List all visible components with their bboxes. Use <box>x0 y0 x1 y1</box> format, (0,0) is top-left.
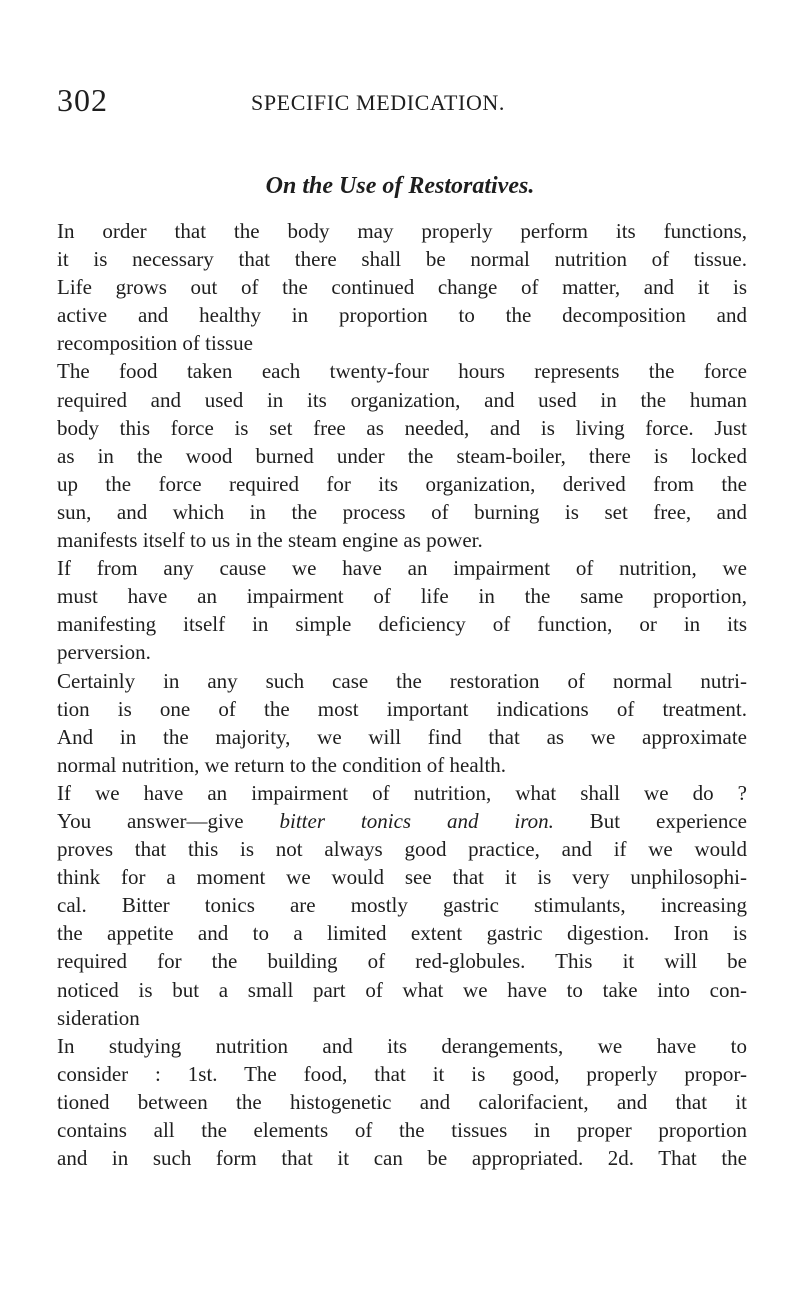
text-line: contains all the elements of the tissues in proper proportion <box>57 1118 747 1142</box>
text-line-with-italic <box>57 807 747 835</box>
text-line: body this force is set free as needed, and is living force. Just <box>57 415 747 440</box>
text-line: sideration <box>57 1005 140 1030</box>
running-head: SPECIFIC MEDICATION. <box>251 90 506 115</box>
text-line: as in the wood burned under the steam-boiler, there is locked <box>57 443 747 468</box>
text-line: must have an impairment of life in the same proportion, <box>57 584 747 609</box>
text-line: up the force required for its organization, derived from the <box>57 471 747 496</box>
paragraph-5 <box>57 779 747 1032</box>
text-fragment: But experience <box>553 808 747 833</box>
text-line: If we have an impairment of nutrition, what shall we do ? <box>57 780 747 805</box>
text-line: normal nutrition, we return to the condition of health. <box>57 752 507 777</box>
body-text <box>57 217 747 1172</box>
paragraph-4 <box>57 667 747 779</box>
text-line: noticed is but a small part of what we have to take into con- <box>57 977 747 1002</box>
text-line: tion is one of the most important indications of treatment. <box>57 696 747 721</box>
paragraph-2 <box>57 357 747 554</box>
text-line: the appetite and to a limited extent gastric digestion. Iron is <box>57 921 747 946</box>
text-line: In studying nutrition and its derangements, we have to <box>57 1033 747 1058</box>
text-line: Life grows out of the continued change of matter, and it is <box>57 275 747 300</box>
paragraph-6 <box>57 1032 747 1172</box>
text-line: recomposition of tissue <box>57 331 253 356</box>
text-line: perversion. <box>57 640 151 665</box>
text-line: proves that this is not always good practice, and if we would <box>57 837 747 862</box>
text-line: and in such form that it can be appropriated. 2d. That the <box>57 1146 747 1171</box>
text-line: sun, and which in the process of burning is set free, and <box>57 499 747 524</box>
text-fragment: You answer—give <box>57 808 280 833</box>
text-line: And in the majority, we will find that as we approximate <box>57 724 747 749</box>
text-line: tioned between the histogenetic and calorifacient, and that it <box>57 1089 747 1114</box>
text-line: active and healthy in proportion to the decomposition and <box>57 303 747 328</box>
text-line: it is necessary that there shall be normal nutrition of tissue. <box>57 247 747 272</box>
text-line: required and used in its organization, and used in the human <box>57 387 747 412</box>
text-line: Certainly in any such case the restoration of normal nutri- <box>57 668 747 693</box>
text-line: think for a moment we would see that it is very unphilosophi- <box>57 865 747 890</box>
page-header <box>57 80 740 124</box>
text-line: If from any cause we have an impairment of nutrition, we <box>57 556 747 581</box>
text-line: The food taken each twenty-four hours represents the force <box>57 359 747 384</box>
text-line: manifesting itself in simple deficiency of function, or in its <box>57 612 747 637</box>
paragraph-3 <box>57 554 747 666</box>
section-title: On the Use of Restoratives. <box>265 173 535 199</box>
paragraph-1 <box>57 217 747 357</box>
text-line: In order that the body may properly perform its functions, <box>57 219 747 243</box>
italic-phrase: bitter tonics and iron. <box>279 808 554 833</box>
page-number: 302 <box>57 82 108 118</box>
text-line: required for the building of red-globules. This it will be <box>57 949 747 974</box>
text-line: consider : 1st. The food, that it is good, properly propor- <box>57 1061 747 1086</box>
text-line: manifests itself to us in the steam engine as power. <box>57 528 483 553</box>
text-line: cal. Bitter tonics are mostly gastric stimulants, increasing <box>57 893 747 918</box>
